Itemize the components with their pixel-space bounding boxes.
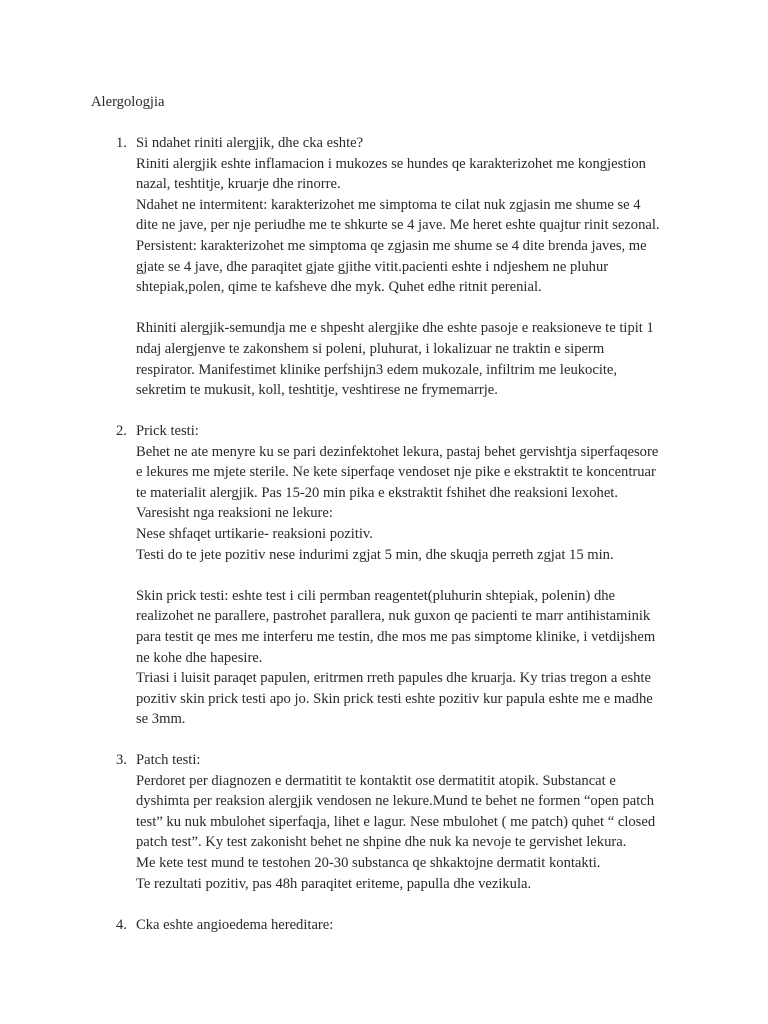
text-line: Te rezultati pozitiv, pas 48h paraqitet eriteme, papulla dhe vezikula. bbox=[136, 875, 532, 892]
document-title: Alergologjia bbox=[91, 94, 165, 110]
text-line: te materialit alergjik. Pas 15-20 min pika e ekstraktit fshihet dhe reaksioni lexohet. bbox=[136, 484, 619, 501]
text-line: se 3mm. bbox=[136, 711, 186, 728]
text-line: dyshimta per reaksion alergjik vendosen ne lekure.Mund te behet ne formen “open patch bbox=[136, 793, 655, 810]
text-line: gjate se 4 jave, dhe paraqitet gjate gjithe vitit.pacienti eshte i ndjeshem ne pluhur bbox=[136, 258, 609, 275]
text-line: sekretim te mukusit, koll, teshtitje, veshtirese ne frymemarrje. bbox=[136, 382, 498, 399]
text-line: Prick testi: bbox=[136, 423, 199, 439]
text-line: Skin prick testi: eshte test i cili permban reagentet(pluhurin shtepiak, polenin) dhe bbox=[136, 587, 616, 604]
text-line: Si ndahet riniti alergjik, dhe cka eshte? bbox=[136, 135, 364, 151]
text-line: shtepiak,polen, qime te kafsheve dhe myk. Quhet edhe ritnit perenial. bbox=[136, 279, 542, 296]
text-line: ne kohe dhe hapesire. bbox=[136, 649, 263, 666]
list-number: 1. bbox=[116, 135, 127, 151]
list-number: 4. bbox=[116, 917, 127, 933]
text-line: Patch testi: bbox=[136, 752, 201, 768]
text-line: Testi do te jete pozitiv nese indurimi zgjat 5 min, dhe skuqja perreth zgjat 15 min. bbox=[136, 546, 614, 563]
text-line: e lekures me mjete sterile. Ne kete siperfaqe vendoset nje pike e ekstraktit te koncentruar bbox=[136, 464, 656, 481]
list-number: 3. bbox=[116, 752, 127, 768]
text-line: respirator. Manifestimet klinike perfshijn3 edem mukozale, infiltrim me leukocite, bbox=[136, 361, 618, 378]
text-line: ndaj alergjenve te zakonshem si poleni, pluhurat, i lokalizuar ne traktin e siperm bbox=[136, 340, 605, 357]
text-line: patch test”. Ky test zakonisht behet ne shpine dhe nuk ka nevoje te gervishet lekura. bbox=[136, 834, 627, 851]
text-line: Triasi i luisit paraqet papulen, eritrmen rreth papules dhe kruarja. Ky trias tregon a eshte bbox=[136, 670, 651, 687]
text-line: Nese shfaqet urtikarie- reaksioni pozitiv. bbox=[136, 525, 373, 542]
list-item-body bbox=[136, 421, 681, 730]
text-line: nazal, teshtitje, kruarje dhe rinorre. bbox=[136, 176, 341, 193]
paragraph-gap bbox=[136, 298, 681, 319]
text-line: Varesisht nga reaksioni ne lekure: bbox=[136, 505, 333, 522]
list-number: 2. bbox=[116, 423, 127, 439]
text-line: Persistent: karakterizohet me simptoma qe zgjasin me shume se 4 dite brenda javes, me bbox=[136, 237, 647, 254]
list-item-body bbox=[136, 915, 681, 936]
text-line: Cka eshte angioedema hereditare: bbox=[136, 917, 334, 933]
text-line: pozitiv skin prick testi apo jo. Skin prick testi eshte pozitiv kur papula eshte me e madhe bbox=[136, 690, 653, 707]
text-line: Rhiniti alergjik-semundja me e shpesht alergjike dhe eshte pasoje e reaksioneve te tipit 1 bbox=[136, 320, 654, 337]
text-line: Ndahet ne intermitent: karakterizohet me simptoma te cilat nuk zgjasin me shume se 4 bbox=[136, 196, 641, 213]
text-line: realizohet ne parallere, pastrohet parallera, nuk guxon qe pacienti te marr antihistaminik bbox=[136, 608, 651, 625]
text-line: para testit qe mes me interferu me testin, dhe mos me pas simptome klinike, i vetdijshem bbox=[136, 628, 656, 645]
text-line: Me kete test mund te testohen 20-30 substanca qe shkaktojne dermatit kontakti. bbox=[136, 854, 601, 871]
paragraph-gap bbox=[136, 565, 681, 586]
list-item-body bbox=[136, 133, 681, 401]
text-line: dite ne jave, per nje periudhe me te shkurte se 4 jave. Me heret eshte quajtur rinit sezonal. bbox=[136, 217, 660, 234]
text-line: test” ku nuk mbulohet siperfaqja, lihet e lagur. Nese mbulohet ( me patch) quhet “ closed bbox=[136, 813, 656, 830]
text-line: Behet ne ate menyre ku se pari dezinfektohet lekura, pastaj behet gervishtja siperfaqesore bbox=[136, 443, 659, 460]
list-item-body bbox=[136, 750, 681, 894]
text-line: Riniti alergjik eshte inflamacion i mukozes se hundes qe karakterizohet me kongjestion bbox=[136, 155, 646, 172]
text-line: Perdoret per diagnozen e dermatitit te kontaktit ose dermatitit atopik. Substancat e bbox=[136, 772, 616, 789]
